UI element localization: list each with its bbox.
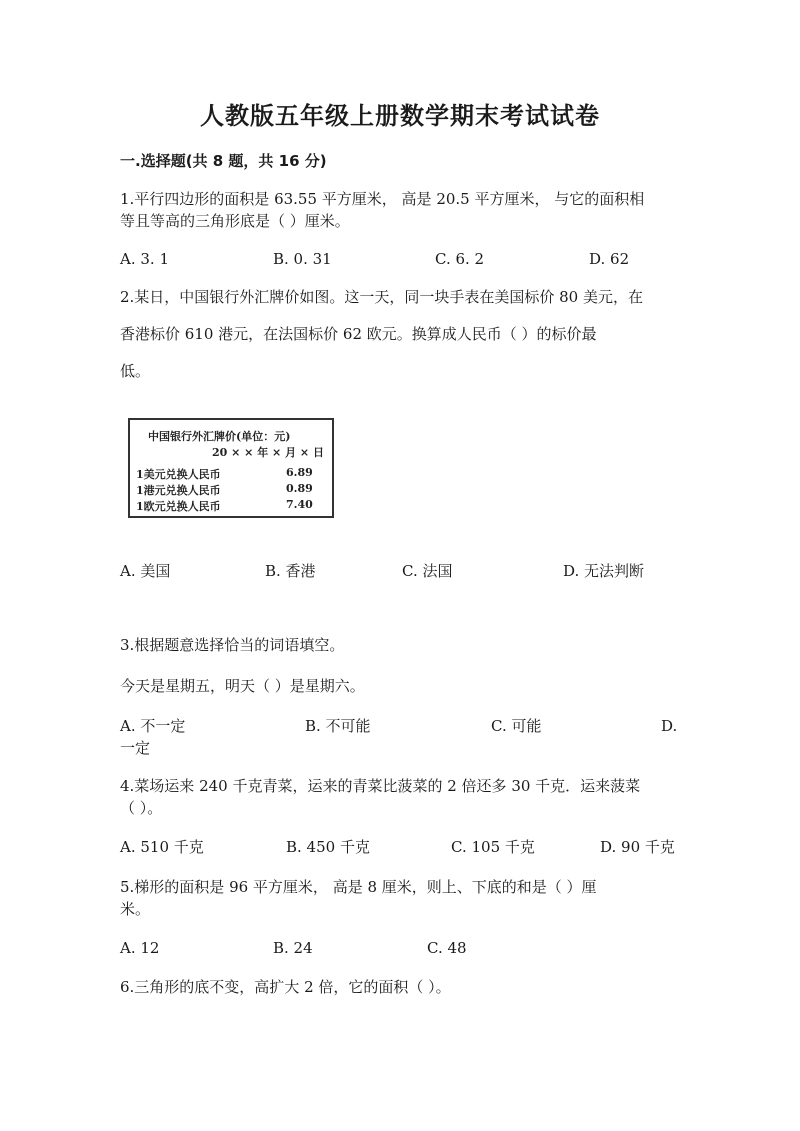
question-3-option-a: A. 不一定 [120,717,186,735]
question-4-option-a: A. 510 千克 [120,838,204,856]
question-1-text-line-2: 等且等高的三角形底是（ ）厘米。 [120,212,350,230]
exchange-rate-row-eur [136,498,326,514]
question-2-option-b: B. 香港 [265,562,316,580]
question-5-option-a: A. 12 [120,939,160,957]
question-2-option-d: D. 无法判断 [563,562,645,580]
question-3-text-line-1: 3.根据题意选择恰当的词语填空。 [120,636,345,654]
exchange-rate-row-usd [136,466,326,482]
exchange-rate-label: 1美元兑换人民币 [136,468,221,481]
question-2-text-line-2: 香港标价 610 港元，在法国标价 62 欧元。换算成人民币（ ）的标价最 [120,325,597,343]
question-3-option-d: D. [661,717,678,735]
question-4-text-line-2: （ ）。 [120,799,163,817]
question-5-option-c: C. 48 [427,939,467,957]
question-3-option-b: B. 不可能 [305,717,371,735]
question-4-text-line-1: 4.菜场运来 240 千克青菜，运来的青菜比菠菜的 2 倍还多 30 千克．运来菠菜 [120,777,641,795]
question-2-option-a: A. 美国 [120,562,171,580]
exchange-rate-value: 0.89 [286,482,313,495]
exchange-rate-table-date: 20 × × 年 × 月 × 日 [212,446,324,459]
question-1-option-d: D. 62 [589,250,630,268]
question-1-option-c: C. 6. 2 [435,250,485,268]
question-4-option-c: C. 105 千克 [451,838,535,856]
question-4-option-b: B. 450 千克 [286,838,370,856]
question-5-text-line-1: 5.梯形的面积是 96 平方厘米， 高是 8 厘米，则上、下底的和是（ ）厘 [120,878,597,896]
question-1-option-a: A. 3. 1 [120,250,169,268]
question-5-text-line-2: 米。 [120,900,151,918]
question-3-text-line-2: 今天是星期五，明天（ ）是星期六。 [120,677,365,695]
question-2-text-line-3: 低。 [120,362,151,380]
question-3-option-d-wrap: 一定 [120,739,151,757]
exchange-rate-table-title: 中国银行外汇牌价(单位：元) [148,430,291,443]
question-1-option-b: B. 0. 31 [273,250,332,268]
exchange-rate-value: 6.89 [286,466,313,479]
question-2-text-line-1: 2.某日，中国银行外汇牌价如图。这一天，同一块手表在美国标价 80 美元，在 [120,288,643,306]
section-heading: 一.选择题(共 8 题，共 16 分) [120,152,327,170]
exchange-rate-label: 1欧元兑换人民币 [136,500,221,513]
question-4-option-d: D. 90 千克 [600,838,675,856]
page-title: 人教版五年级上册数学期末考试试卷 [200,102,600,130]
question-1-text-line-1: 1.平行四边形的面积是 63.55 平方厘米， 高是 20.5 平方厘米， 与它的面积相 [120,190,645,208]
question-5-option-b: B. 24 [273,939,313,957]
exchange-rate-value: 7.40 [286,498,313,511]
exchange-rate-row-hkd [136,482,326,498]
exchange-rate-label: 1港元兑换人民币 [136,484,221,497]
question-2-option-c: C. 法国 [402,562,453,580]
question-6-text-line-1: 6.三角形的底不变，高扩大 2 倍，它的面积（ ）。 [120,978,451,996]
question-3-option-c: C. 可能 [491,717,542,735]
exchange-rate-table [128,418,334,518]
